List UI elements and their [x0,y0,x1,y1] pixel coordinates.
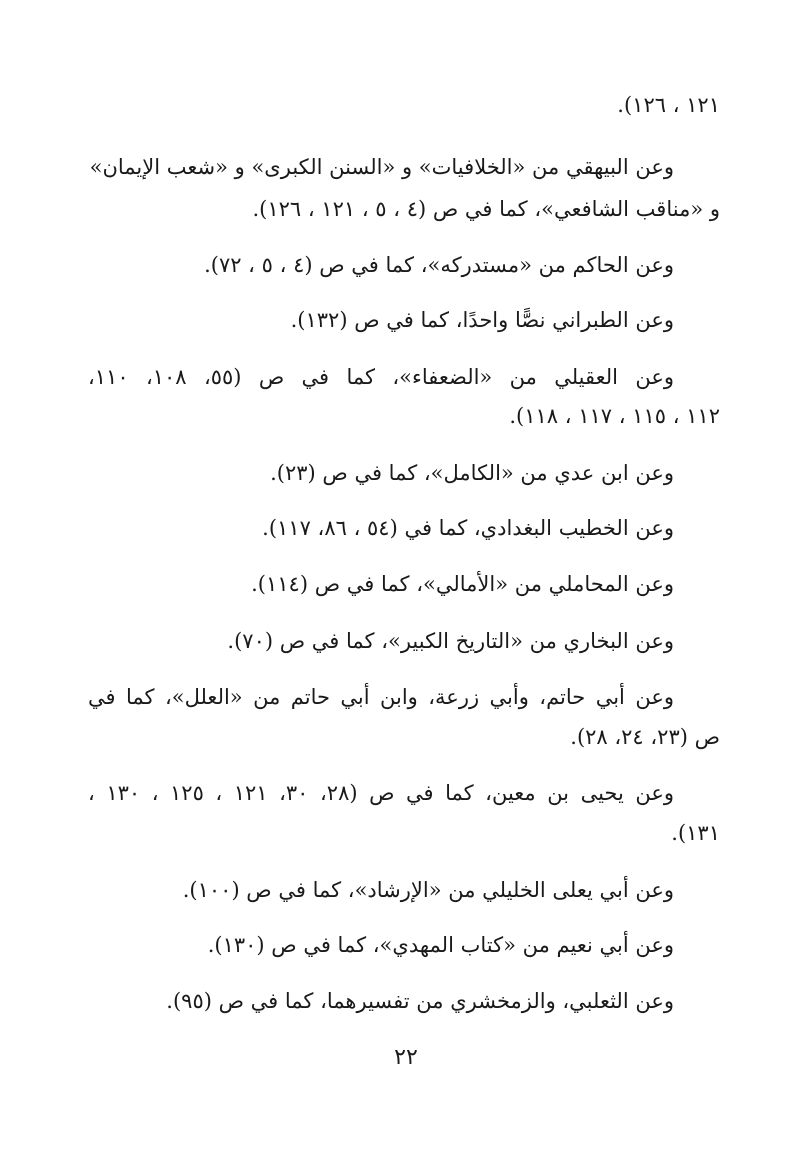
text-line: وعن البيهقي من «الخلافيات» و «السنن الكبرى» و «شعب الإيمان» [89,155,674,179]
text-line: وعن أبي حاتم، وأبي زرعة، وابن أبي حاتم من «العلل»، كما في [88,685,674,709]
text-line: ١١٢ ، ١١٥ ، ١١٧ ، ١١٨). [509,404,720,428]
text-line: وعن الثعلبي، والزمخشري من تفسيرهما، كما في ص (٩٥). [166,989,674,1013]
text-line: وعن يحيى بن معين، كما في ص (٢٨، ٣٠، ١٢١ ، ١٢٥ ، ١٣٠ ، [88,781,674,805]
text-line: ص (٢٣، ٢٤، ٢٨). [570,725,720,749]
page-number: ٢٢ [394,1045,418,1070]
text-line: و «مناقب الشافعي»، كما في ص (٤ ، ٥ ، ١٢١ ، ١٢٦). [252,197,720,221]
text-line: وعن الحاكم من «مستدركه»، كما في ص (٤ ، ٥ ، ٧٢). [204,253,674,277]
text-line: وعن البخاري من «التاريخ الكبير»، كما في ص (٧٠). [227,629,674,653]
text-line: وعن الخطيب البغدادي، كما في (٥٤ ، ٨٦، ١١٧). [262,516,674,540]
text-line: وعن المحاملي من «الأمالي»، كما في ص (١١٤). [251,572,674,596]
text-line: وعن الطبراني نصًّا واحدًا، كما في ص (١٣٢). [290,308,674,332]
text-line: ١٣١). [671,821,720,845]
text-line: وعن ابن عدي من «الكامل»، كما في ص (٢٣). [270,461,674,485]
text-line: وعن العقيلي من «الضعفاء»، كما في ص (٥٥، ١٠٨، ١١٠، [88,365,674,389]
text-line: وعن أبي يعلى الخليلي من «الإرشاد»، كما في ص (١٠٠). [182,878,674,902]
text-line: ١٢١ ، ١٢٦). [617,93,720,117]
text-line: وعن أبي نعيم من «كتاب المهدي»، كما في ص (١٣٠). [207,933,674,957]
